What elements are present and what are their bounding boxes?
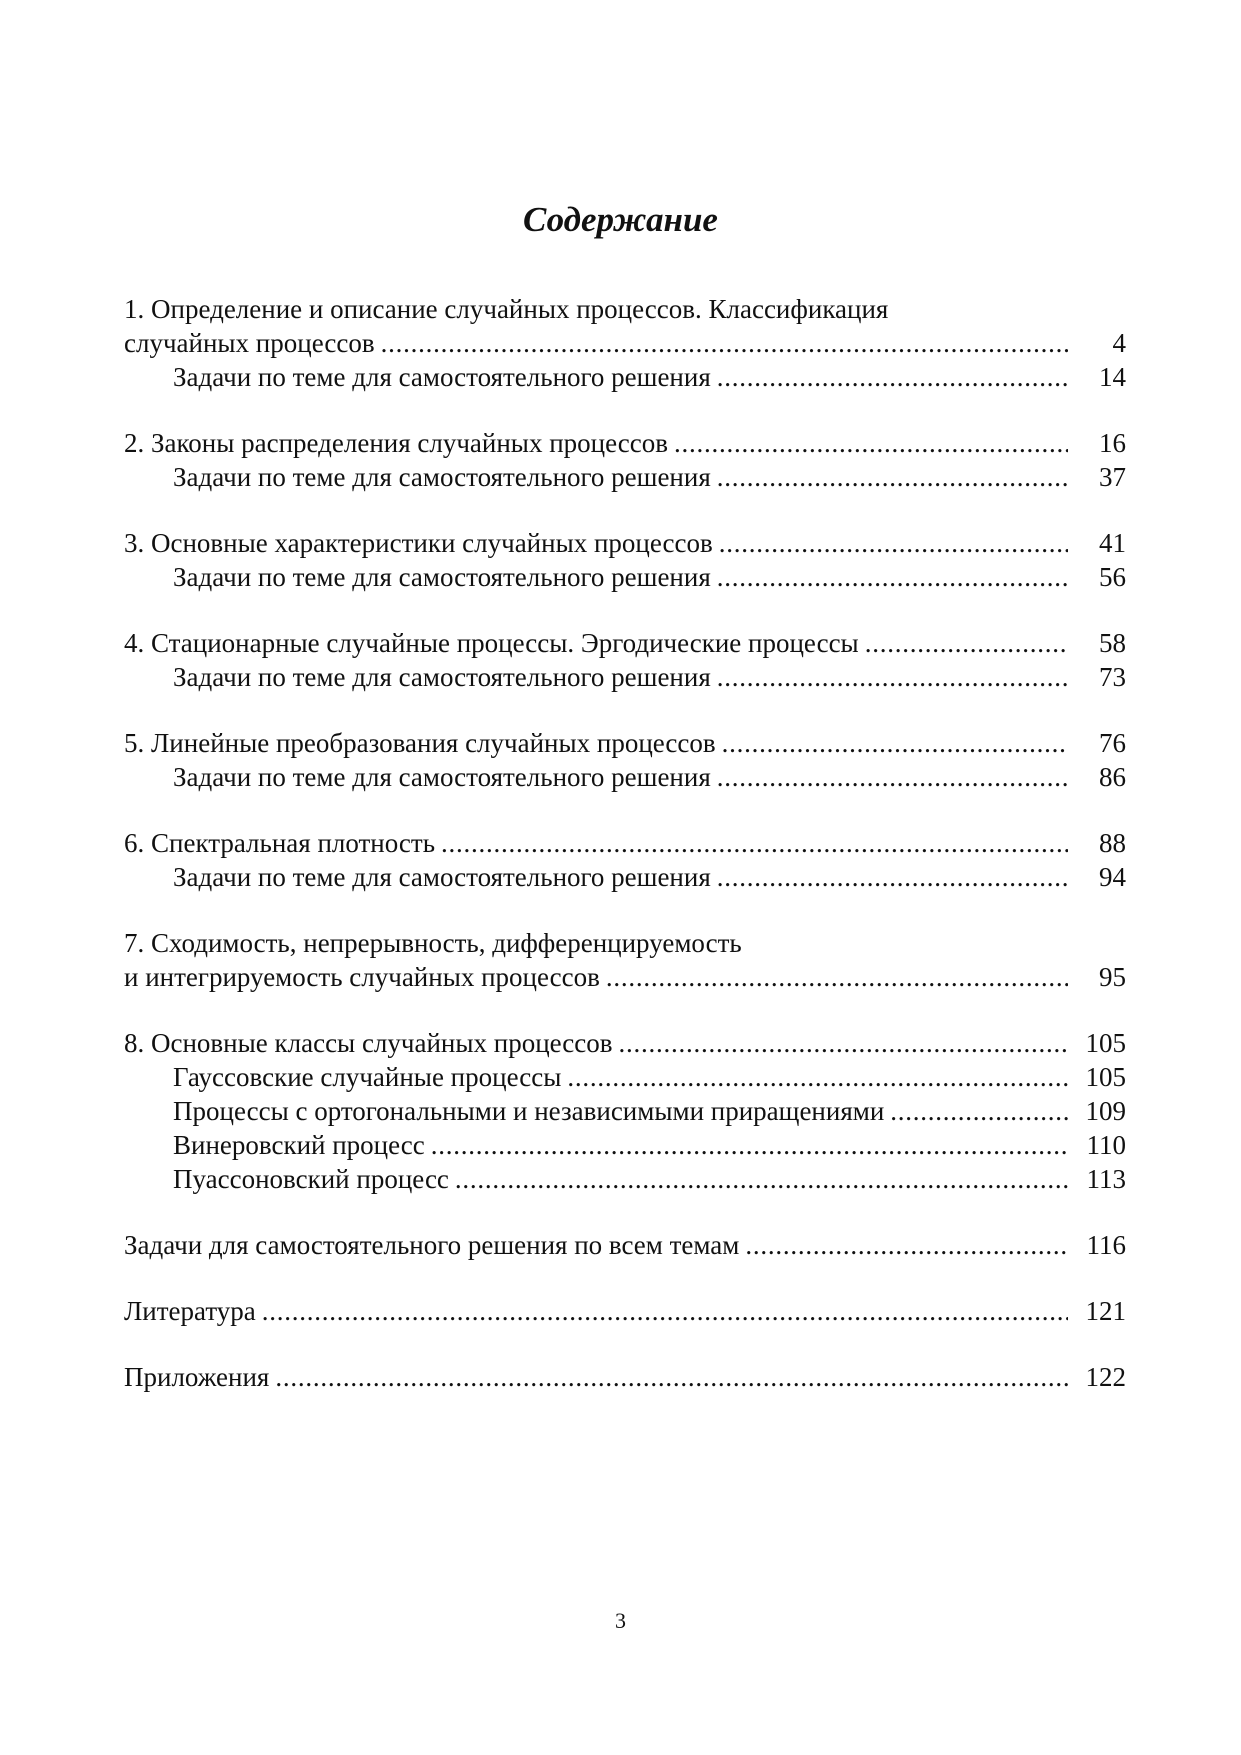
- toc-entry[interactable]: [124, 292, 1126, 326]
- toc-section: [124, 626, 1126, 694]
- toc-entry-page: 110: [1086, 1130, 1126, 1160]
- toc-subentry[interactable]: [124, 1060, 1126, 1094]
- toc-section: [124, 926, 1126, 994]
- toc-entry[interactable]: [124, 1228, 1126, 1262]
- toc-section: [124, 1228, 1126, 1262]
- toc-section: [124, 1294, 1126, 1328]
- toc-entry-page: 73: [1099, 662, 1126, 692]
- toc-subentry[interactable]: [124, 760, 1126, 794]
- toc-entry[interactable]: [124, 1360, 1126, 1394]
- dot-leader: [865, 626, 1068, 660]
- toc-entry-page: 122: [1085, 1362, 1126, 1392]
- toc-entry-label: 7. Сходимость, непрерывность, дифференцируемость: [124, 928, 742, 958]
- dot-leader: [717, 460, 1068, 494]
- toc-subentry[interactable]: [124, 460, 1126, 494]
- dot-leader: [722, 726, 1068, 760]
- toc-entry-page: 88: [1099, 828, 1126, 858]
- toc-entry-page: 105: [1085, 1028, 1126, 1058]
- toc-entry[interactable]: [124, 326, 1126, 360]
- page-title: Содержание: [523, 200, 718, 239]
- toc-entry-page: 37: [1099, 462, 1126, 492]
- toc-entry-label: Процессы с ортогональными и независимыми приращениями: [173, 1096, 885, 1126]
- dot-leader: [674, 426, 1068, 460]
- toc-entry-label: Задачи по теме для самостоятельного решения: [173, 362, 711, 392]
- toc-entry-label: 4. Стационарные случайные процессы. Эргодические процессы: [124, 628, 859, 658]
- toc-subentry[interactable]: [124, 360, 1126, 394]
- toc-entry-page: 109: [1085, 1096, 1126, 1126]
- toc-entry[interactable]: [124, 826, 1126, 860]
- page-number: 3: [615, 1608, 626, 1633]
- dot-leader: [262, 1294, 1068, 1328]
- toc-entry-page: 58: [1099, 628, 1126, 658]
- toc-entry-page: 16: [1099, 428, 1126, 458]
- dot-leader: [619, 1026, 1068, 1060]
- toc-entry-label: Задачи по теме для самостоятельного решения: [173, 562, 711, 592]
- toc-entry[interactable]: [124, 726, 1126, 760]
- dot-leader: [606, 960, 1068, 994]
- toc-section: [124, 1360, 1126, 1394]
- toc-entry-label: случайных процессов: [124, 328, 375, 358]
- toc-entry-label: и интегрируемость случайных процессов: [124, 962, 600, 992]
- toc-entry-label: Винеровский процесс: [173, 1130, 425, 1160]
- toc-entry-page: 116: [1086, 1230, 1126, 1260]
- toc-entry-page: 56: [1099, 562, 1126, 592]
- toc-entry-label: Задачи по теме для самостоятельного решения: [173, 862, 711, 892]
- toc-entry[interactable]: [124, 526, 1126, 560]
- toc-entry-label: Литература: [124, 1296, 256, 1326]
- dot-leader: [890, 1094, 1068, 1128]
- toc-entry[interactable]: [124, 960, 1126, 994]
- toc-entry-label: Пуассоновский процесс: [173, 1164, 449, 1194]
- dot-leader: [717, 560, 1068, 594]
- toc-entry[interactable]: [124, 626, 1126, 660]
- toc-section: [124, 292, 1126, 394]
- toc-entry-page: 76: [1099, 728, 1126, 758]
- toc-entry-label: 3. Основные характеристики случайных процессов: [124, 528, 713, 558]
- toc-subentry[interactable]: [124, 1094, 1126, 1128]
- toc-entry-label: 5. Линейные преобразования случайных процессов: [124, 728, 716, 758]
- toc-entry-label: 8. Основные классы случайных процессов: [124, 1028, 613, 1058]
- toc-subentry[interactable]: [124, 1128, 1126, 1162]
- toc-entry[interactable]: [124, 926, 1126, 960]
- toc-entry-page: 41: [1099, 528, 1126, 558]
- toc-entry-page: 94: [1099, 862, 1126, 892]
- dot-leader: [381, 326, 1068, 360]
- dot-leader: [275, 1360, 1068, 1394]
- dot-leader: [455, 1162, 1068, 1196]
- toc-entry-page: 4: [1112, 328, 1126, 358]
- dot-leader: [717, 860, 1068, 894]
- dot-leader: [745, 1228, 1068, 1262]
- dot-leader: [431, 1128, 1068, 1162]
- table-of-contents: [124, 292, 1126, 1426]
- dot-leader: [717, 660, 1068, 694]
- toc-entry[interactable]: [124, 1294, 1126, 1328]
- toc-entry-page: 95: [1099, 962, 1126, 992]
- toc-entry-page: 105: [1085, 1062, 1126, 1092]
- toc-entry-label: 2. Законы распределения случайных процессов: [124, 428, 668, 458]
- toc-entry-page: 86: [1099, 762, 1126, 792]
- toc-entry-label: Задачи по теме для самостоятельного решения: [173, 662, 711, 692]
- toc-section: [124, 426, 1126, 494]
- toc-entry-label: Задачи по теме для самостоятельного решения: [173, 462, 711, 492]
- toc-entry-label: Задачи для самостоятельного решения по всем темам: [124, 1230, 740, 1260]
- dot-leader: [719, 526, 1068, 560]
- toc-section: [124, 726, 1126, 794]
- toc-subentry[interactable]: [124, 1162, 1126, 1196]
- toc-entry-label: Задачи по теме для самостоятельного решения: [173, 762, 711, 792]
- toc-entry-page: 121: [1085, 1296, 1126, 1326]
- dot-leader: [717, 760, 1068, 794]
- toc-entry-page: 14: [1099, 362, 1126, 392]
- toc-entry-label: 6. Спектральная плотность: [124, 828, 436, 858]
- toc-entry[interactable]: [124, 1026, 1126, 1060]
- toc-section: [124, 1026, 1126, 1196]
- toc-entry-page: 113: [1086, 1164, 1126, 1194]
- toc-entry-label: Приложения: [124, 1362, 270, 1392]
- dot-leader: [567, 1060, 1068, 1094]
- toc-section: [124, 526, 1126, 594]
- toc-subentry[interactable]: [124, 660, 1126, 694]
- dot-leader: [717, 360, 1068, 394]
- toc-entry-label: 1. Определение и описание случайных процессов. Классификация: [124, 294, 889, 324]
- toc-subentry[interactable]: [124, 860, 1126, 894]
- toc-subentry[interactable]: [124, 560, 1126, 594]
- toc-entry[interactable]: [124, 426, 1126, 460]
- toc-entry-label: Гауссовские случайные процессы: [173, 1062, 562, 1092]
- toc-section: [124, 826, 1126, 894]
- dot-leader: [441, 826, 1068, 860]
